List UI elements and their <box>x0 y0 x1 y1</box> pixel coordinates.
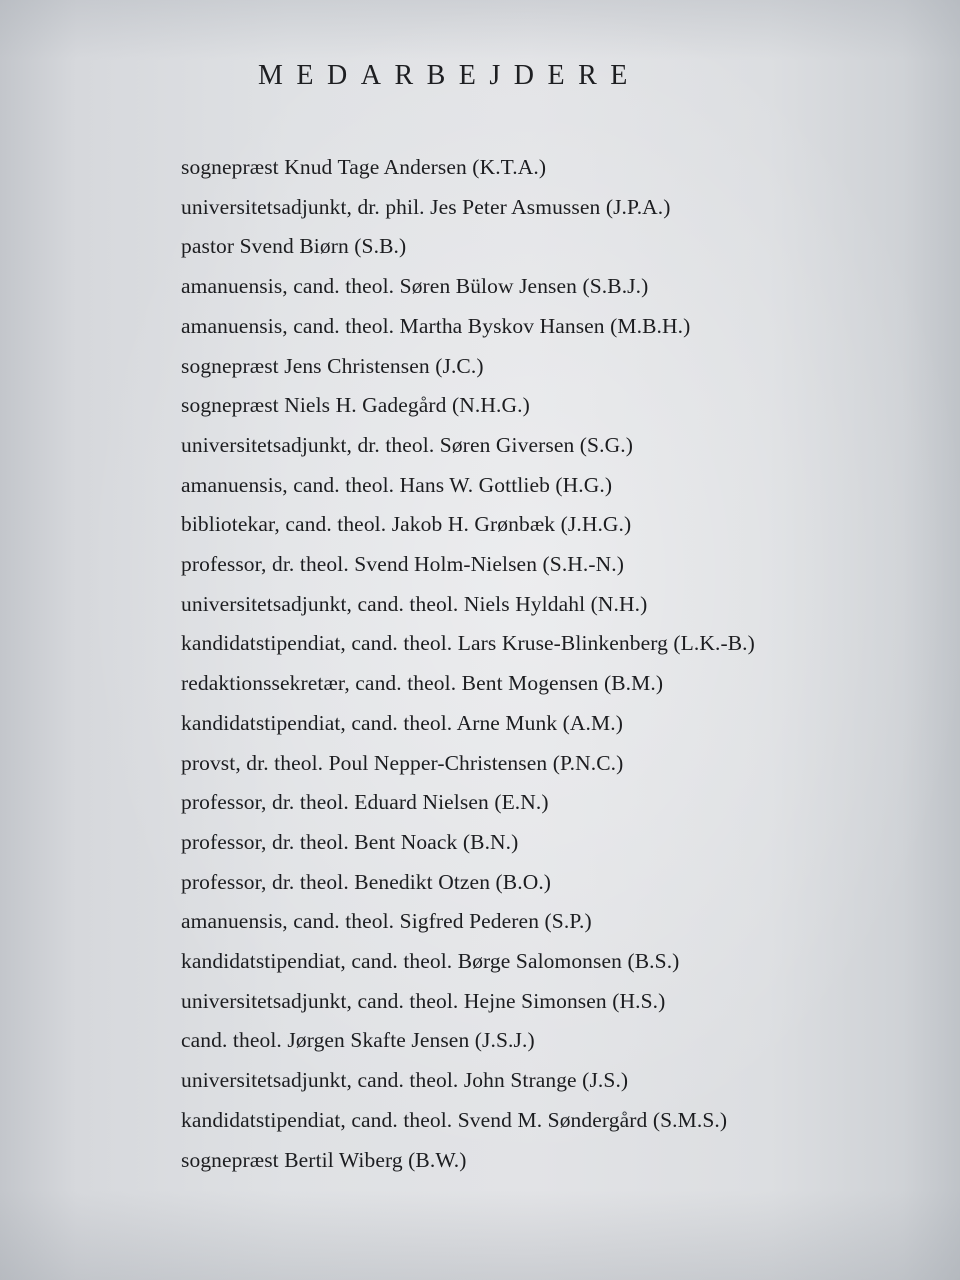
contributor-entry: professor, dr. theol. Eduard Nielsen (E.N.) <box>181 790 549 815</box>
contributor-entry: amanuensis, cand. theol. Martha Byskov Hansen (M.B.H.) <box>181 313 691 338</box>
contributor-entry: provst, dr. theol. Poul Nepper-Christensen (P.N.C.) <box>181 750 624 775</box>
contributor-entry: universitetsadjunkt, cand. theol. John Strange (J.S.) <box>181 1068 629 1093</box>
contributor-entry: cand. theol. Jørgen Skafte Jensen (J.S.J.) <box>181 1028 535 1053</box>
contributor-entry: pastor Svend Biørn (S.B.) <box>181 234 407 259</box>
contributor-entry: sognepræst Knud Tage Andersen (K.T.A.) <box>181 155 547 179</box>
contributor-list <box>181 148 755 1180</box>
contributor-entry: amanuensis, cand. theol. Hans W. Gottlieb (H.G.) <box>181 472 613 497</box>
contributor-entry: universitetsadjunkt, cand. theol. Niels Hyldahl (N.H.) <box>181 591 648 616</box>
contributor-entry: sognepræst Jens Christensen (J.C.) <box>181 353 484 378</box>
contributor-entry: bibliotekar, cand. theol. Jakob H. Grønbæk (J.H.G.) <box>181 512 632 537</box>
page-shadow-top <box>0 0 960 60</box>
contributor-entry: sognepræst Bertil Wiberg (B.W.) <box>181 1147 467 1172</box>
contributor-entry: sognepræst Niels H. Gadegård (N.H.G.) <box>181 393 530 418</box>
contributor-entry: professor, dr. theol. Svend Holm-Nielsen (S.H.-N.) <box>181 552 625 577</box>
contributor-entry: universitetsadjunkt, cand. theol. Hejne Simonsen (H.S.) <box>181 988 666 1013</box>
contributor-entry: kandidatstipendiat, cand. theol. Arne Munk (A.M.) <box>181 710 623 735</box>
contributor-entry: universitetsadjunkt, dr. theol. Søren Giversen (S.G.) <box>181 432 633 457</box>
contributor-entry: kandidatstipendiat, cand. theol. Svend M. Søndergård (S.M.S.) <box>181 1107 728 1132</box>
contributor-entry: professor, dr. theol. Benedikt Otzen (B.O.) <box>181 869 552 894</box>
page-shadow-bottom <box>0 1190 960 1280</box>
contributor-entry: amanuensis, cand. theol. Sigfred Pederen (S.P.) <box>181 909 592 934</box>
contributor-entry: kandidatstipendiat, cand. theol. Børge Salomonsen (B.S.) <box>181 949 680 974</box>
contributor-entry: kandidatstipendiat, cand. theol. Lars Kruse-Blinkenberg (L.K.-B.) <box>181 631 755 656</box>
contributor-entry: amanuensis, cand. theol. Søren Bülow Jensen (S.B.J.) <box>181 274 649 299</box>
page-title: MEDARBEJDERE <box>258 60 641 91</box>
contributor-entry: professor, dr. theol. Bent Noack (B.N.) <box>181 829 519 854</box>
contributor-entry: redaktionssekretær, cand. theol. Bent Mogensen (B.M.) <box>181 671 664 696</box>
contributor-entry: universitetsadjunkt, dr. phil. Jes Peter Asmussen (J.P.A.) <box>181 194 671 219</box>
